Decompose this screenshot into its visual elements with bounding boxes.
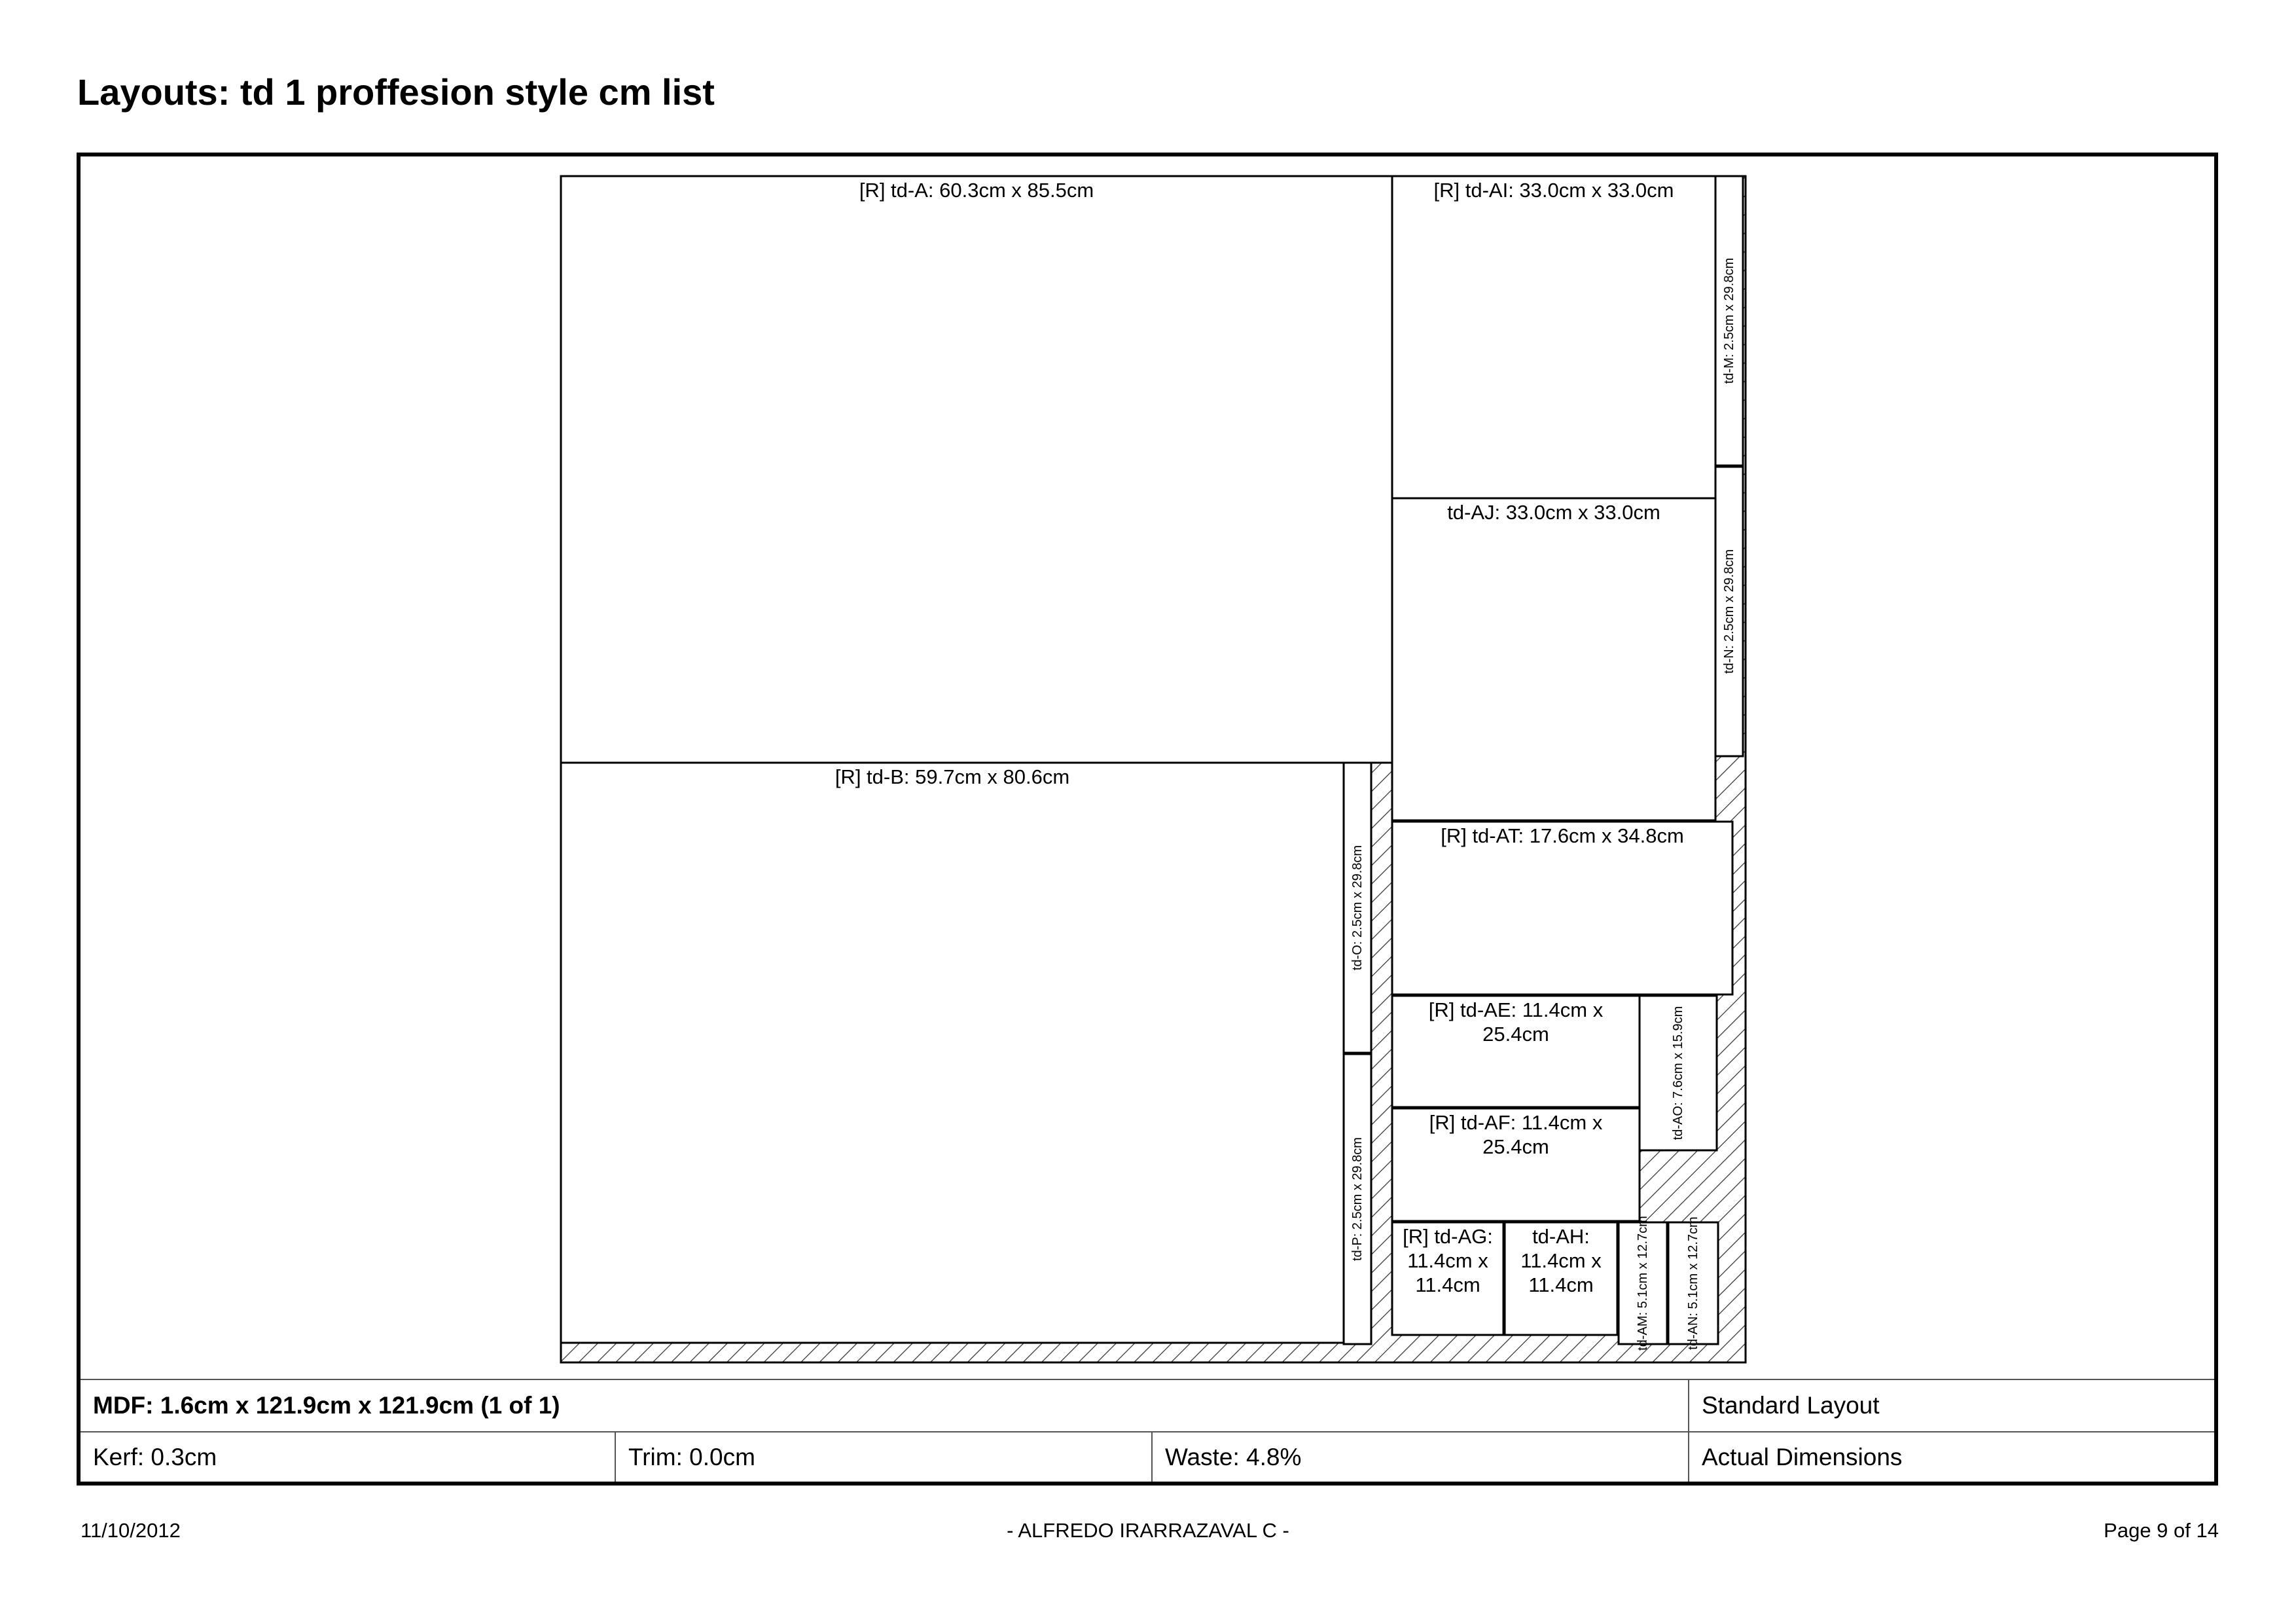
sheet-info-table [81, 1379, 2214, 1482]
part-td-AE [1392, 996, 1640, 1107]
part-label: [R] td-A: 60.3cm x 85.5cm [859, 179, 1094, 202]
part-td-AI [1392, 176, 1715, 498]
part-td-M [1715, 176, 1743, 465]
part-panel [561, 763, 1344, 1343]
layout-frame [77, 153, 2218, 1486]
footer-date: 11/10/2012 [81, 1519, 181, 1542]
part-label: [R] td-AE: 11.4cm x 25.4cm [1428, 998, 1604, 1046]
part-td-AM [1619, 1216, 1667, 1351]
part-label: td-AO: 7.6cm x 15.9cm [1671, 1006, 1685, 1140]
part-label: td-AM: 5.1cm x 12.7cm [1636, 1216, 1650, 1351]
footer-author: - ALFREDO IRARRAZAVAL C - [1007, 1519, 1289, 1542]
part-td-N [1715, 467, 1743, 756]
layout-type-cell: Standard Layout [1702, 1392, 1880, 1419]
part-td-AG [1392, 1222, 1503, 1335]
part-label: td-O: 2.5cm x 29.8cm [1350, 845, 1365, 971]
dimensions-mode-cell: Actual Dimensions [1702, 1443, 1903, 1470]
part-label: [R] td-AT: 17.6cm x 34.8cm [1441, 824, 1684, 847]
part-label: [R] td-AF: 11.4cm x 25.4cm [1429, 1111, 1603, 1158]
part-label: td-P: 2.5cm x 29.8cm [1350, 1137, 1365, 1261]
part-td-O [1344, 763, 1371, 1053]
part-panel [1392, 498, 1715, 820]
part-label: [R] td-AG: 11.4cm x 11.4cm [1403, 1225, 1493, 1296]
part-td-AJ [1392, 498, 1715, 820]
part-td-AF [1392, 1108, 1640, 1221]
part-td-AT [1392, 822, 1732, 994]
part-panel [561, 176, 1392, 763]
part-label: [R] td-B: 59.7cm x 80.6cm [834, 765, 1070, 788]
part-td-P [1344, 1054, 1371, 1344]
part-td-B [561, 763, 1344, 1343]
waste-cell: Waste: 4.8% [1165, 1443, 1302, 1470]
part-label: td-N: 2.5cm x 29.8cm [1722, 549, 1736, 674]
part-label: td-AN: 5.1cm x 12.7cm [1686, 1216, 1700, 1350]
part-panel [1392, 176, 1715, 498]
cutting-sheet-diagram [81, 156, 2214, 1379]
page-title: Layouts: td 1 proffesion style cm list [77, 71, 715, 113]
part-td-A [561, 176, 1392, 763]
part-td-AO [1640, 996, 1717, 1150]
trim-cell: Trim: 0.0cm [628, 1443, 755, 1470]
kerf-cell: Kerf: 0.3cm [93, 1443, 217, 1470]
part-label: [R] td-AI: 33.0cm x 33.0cm [1433, 179, 1674, 202]
part-panel [1392, 822, 1732, 994]
part-td-AN [1668, 1216, 1718, 1349]
part-td-AH [1505, 1222, 1617, 1335]
part-label: td-AH: 11.4cm x 11.4cm [1520, 1225, 1602, 1296]
part-label: td-M: 2.5cm x 29.8cm [1722, 257, 1736, 384]
part-label: td-AJ: 33.0cm x 33.0cm [1447, 501, 1660, 524]
material-cell: MDF: 1.6cm x 121.9cm x 121.9cm (1 of 1) [93, 1392, 560, 1419]
footer-page-number: Page 9 of 14 [2104, 1519, 2219, 1542]
